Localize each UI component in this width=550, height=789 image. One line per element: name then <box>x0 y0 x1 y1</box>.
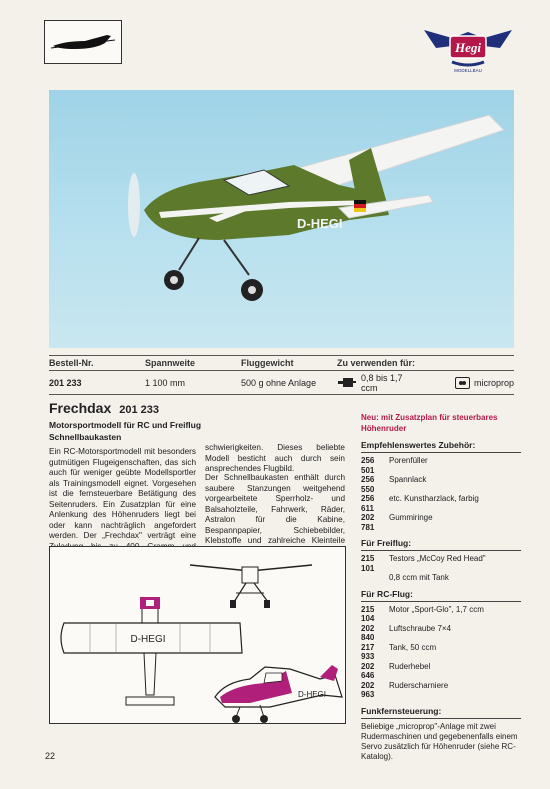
list-item: 202 781 Gummiringe <box>361 513 433 532</box>
order-no: 201 233 <box>49 377 82 388</box>
list-item: 217 933 Tank, 50 ccm <box>361 642 437 661</box>
remote-control-text: Beliebige „microprop"-Anlage mit zwei Rudermaschinen und gegebenenfalls einem Servo zusätzlich für Höhenruder (siehe RC-Katalog). <box>361 721 518 761</box>
list-item: 215 101 Testors „McCoy Red Head" <box>361 554 486 573</box>
description-paragraph-3: Der Schnellbaukasten enthält durch saubere Stanzungen weitgehend vorgearbeitete Sperrholz- und Balsaholzteile, Fahrwerk, Räder, Astralon für die Kabine, Bespannpapier, Schiebebilder, Klebstoffe und zahlreiche Kleinteile <box>205 473 345 545</box>
page-number: 22 <box>45 751 56 761</box>
list-item: 202 646 Ruderhebel <box>361 661 431 680</box>
span-value: 1 100 mm <box>145 377 186 388</box>
header-order-no: Bestell-Nr. <box>49 358 94 368</box>
product-photo <box>49 90 514 348</box>
accessories-heading: Empfehlenswertes Zubehör: <box>361 440 521 453</box>
product-name: Frechdax <box>49 400 112 416</box>
spec-header-row <box>49 355 514 371</box>
plane-silhouette-icon <box>45 21 123 65</box>
radio-system: microprop <box>473 377 514 388</box>
logo-subtext: MODELLBAU <box>454 68 482 73</box>
list-item: 202 963 Ruderscharniere <box>361 680 449 699</box>
motor-range: 0,8 bis 1,7 ccm <box>361 372 403 393</box>
hegi-logo <box>422 22 514 78</box>
wing-registration: D-HEGI <box>130 634 166 645</box>
spec-data-row <box>49 371 514 395</box>
radio-control-icon <box>455 377 470 389</box>
new-feature-note: Neu: mit Zusatzplan für steuerbares Höhenruder <box>361 413 498 433</box>
product-title <box>49 400 159 416</box>
list-item: 0,8 ccm mit Tank <box>389 573 449 582</box>
description-paragraph-2: schwierigkeiten. Dieses beliebte Modell besticht auch durch sein ansprechendes Flugbild. <box>205 443 345 473</box>
header-weight: Fluggewicht <box>241 358 294 368</box>
product-number: 201 233 <box>119 404 160 416</box>
product-subtitle: Motorsportmodell für RC und Freiflug <box>49 420 202 430</box>
kit-type: Schnellbaukasten <box>49 432 122 442</box>
header-use: Zu verwenden für: <box>337 358 416 368</box>
list-item: 215 104 Motor „Sport-Glo", 1,7 ccm <box>361 604 484 623</box>
accessories-column <box>361 413 521 762</box>
side-view <box>215 665 342 723</box>
engine-icon <box>337 376 357 389</box>
front-view <box>190 565 312 608</box>
rc-flight-heading: Für RC-Flug: <box>361 589 521 602</box>
remote-control-heading: Funkfernsteuerung: <box>361 706 521 719</box>
spec-table <box>49 355 514 395</box>
list-item: 256 611 etc. Kunstharzlack, farbig <box>361 494 479 513</box>
freeflight-heading: Für Freiflug: <box>361 538 521 551</box>
use-values <box>337 373 514 393</box>
top-view <box>61 597 242 705</box>
side-registration: D-HEGI <box>298 690 326 699</box>
list-item: 256 501 Porenfüller <box>361 456 428 475</box>
logo-text: Hegi <box>455 40 481 55</box>
three-view-drawing <box>49 546 346 724</box>
header-span: Spannweite <box>145 358 196 368</box>
model-silhouette-box <box>44 20 122 64</box>
description-paragraph-1: Ein RC-Motorsportmodell mit besonders gutmütigen Flugeigenschaften, das sich auch für weniger geübte Modellsportler als Trainingsmodell eignet. Vorgesehen ist die fernsteuerbare Betätigung des Seitenruders. Ein Zusatzplan für eine Anlenkung des Höhenruders liegt bei oder kann nachträglich angefordert werden. Der „Frechdax" verträgt eine <box>49 447 196 540</box>
weight-value: 500 g ohne Anlage <box>241 377 317 388</box>
list-item: 202 840 Luftschraube 7×4 <box>361 623 452 642</box>
list-item: 256 550 Spannlack <box>361 475 427 494</box>
registration-text: D-HEGI <box>297 216 343 231</box>
